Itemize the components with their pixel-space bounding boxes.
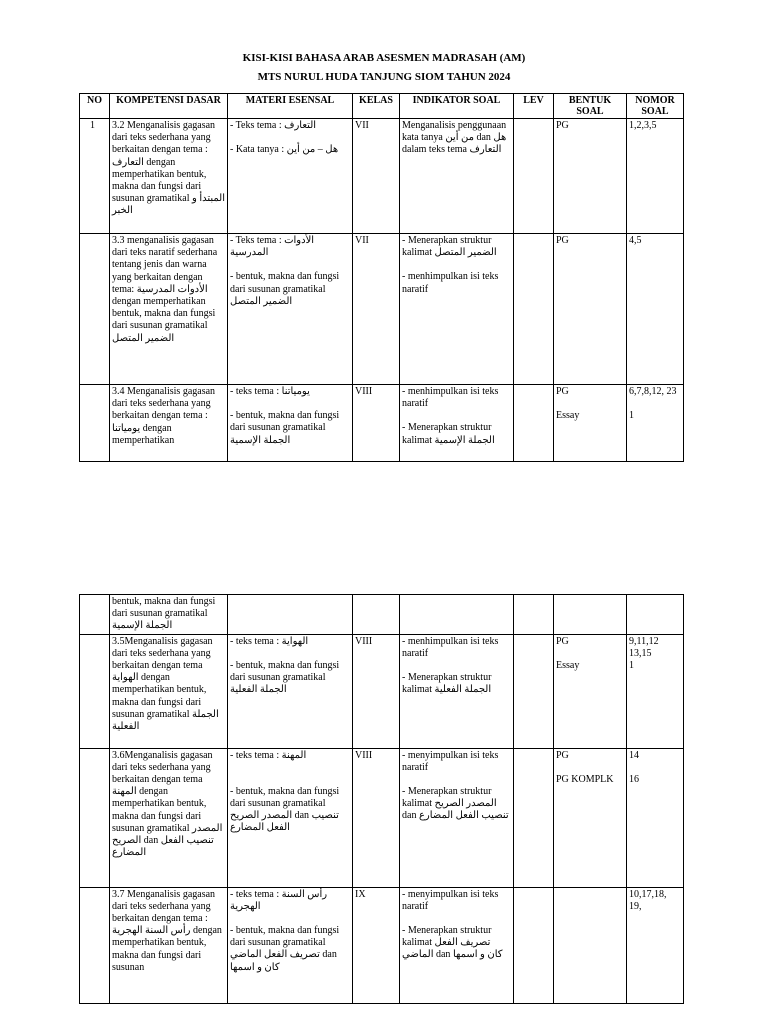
materi-item: - bentuk, makna dan fungsi dari susunan gramatikal المصدر الصريح dan تنصيب الفعل المضارع (230, 785, 340, 834)
nomor-item: 14 (629, 749, 639, 761)
bentuk-item: Essay (556, 659, 580, 671)
bentuk-item: Essay (556, 410, 580, 422)
materi-item: - bentuk, makna dan fungsi dari susunan gramatikal الجملة الفعلية (230, 659, 340, 696)
materi-item: - teks tema : الهواية (230, 635, 309, 647)
row-no (80, 385, 110, 462)
nomor-item: 6,7,8,12, 23 (629, 386, 677, 397)
materi-item: - bentuk, makna dan fungsi dari susunan gramatikal الجملة الإسمية (230, 410, 340, 446)
indikator-item: - menhimpulkan isi teks naratif (402, 271, 499, 295)
header-nomor-soal: NOMOR SOAL (627, 94, 684, 119)
row-no (80, 748, 110, 887)
materi-item: - teks tema : يومياتنا (230, 386, 310, 397)
bentuk-soal-cell (554, 748, 627, 887)
indikator-cell (400, 234, 514, 385)
kompetensi-dasar-cell: 3.7 Menganalisis gagasan dari teks sederhana yang berkaitan dengan tema : رأس السنة الهجرية dengan memperhatikan bentuk, makna dan fungsi dari susunan (110, 887, 228, 1003)
indikator-item: - menyimpulkan isi teks naratif (402, 888, 499, 912)
header-kelas: KELAS (353, 94, 400, 119)
row-no (80, 234, 110, 385)
bentuk-soal-cell (554, 887, 627, 1003)
kelas-cell: VIII (353, 385, 400, 462)
lev-cell (514, 887, 554, 1003)
kelas-cell: VII (353, 119, 400, 234)
materi-cell (228, 887, 353, 1003)
materi-cell (228, 119, 353, 234)
kompetensi-dasar-cell: 3.2 Menganalisis gagasan dari teks sederhana yang berkaitan dengan tema : التعارف dengan memperhatikan bentuk, makna dan fungsi dari susunan gramatikal المبتدأ و الخبر (110, 119, 228, 234)
materi-item: - Kata tanya : هل – من أين (230, 144, 339, 156)
kompetensi-dasar-cell: 3.3 menganalisis gagasan dari teks naratif sederhana tentang jenis dan warna yang berkaitan dengan tema: الأدوات المدرسية dengan memperhatikan bentuk, makna dan fungsi dari susunan gramatikal الضمير المتصل (110, 234, 228, 385)
row-no (80, 595, 110, 635)
kelas-cell: IX (353, 887, 400, 1003)
indikator-cell (400, 748, 514, 887)
bentuk-soal-cell: PG (554, 234, 627, 385)
header-materi-esensal: MATERI ESENSAL (228, 94, 353, 119)
indikator-item: - Menerapkan struktur kalimat الجملة الفعلية (402, 672, 492, 696)
materi-cell (228, 234, 353, 385)
bentuk-soal-cell (554, 634, 627, 748)
nomor-soal-cell: 4,5 (627, 234, 684, 385)
lev-cell (514, 634, 554, 748)
kelas-cell (353, 595, 400, 635)
table-row (80, 887, 684, 1003)
nomor-item: 16 (629, 773, 639, 785)
materi-cell (228, 385, 353, 462)
lev-cell (514, 748, 554, 887)
indikator-item: - Menerapkan struktur kalimat الجملة الإسمية (402, 422, 495, 446)
nomor-item: 1 (629, 410, 634, 422)
kompetensi-dasar-cell: 3.4 Menganalisis gagasan dari teks sederhana yang berkaitan dengan tema : يومياتنا dengan memperhatikan (110, 385, 228, 462)
bentuk-item: PG (556, 749, 569, 761)
materi-item: - teks tema : المهنة (230, 749, 307, 761)
table-row (80, 234, 684, 385)
header-kompetensi-dasar: KOMPETENSI DASAR (110, 94, 228, 119)
table-row (80, 634, 684, 748)
nomor-soal-cell (627, 595, 684, 635)
materi-cell (228, 595, 353, 635)
nomor-soal-cell (627, 748, 684, 887)
lev-cell (514, 385, 554, 462)
indikator-item: - menhimpulkan isi teks naratif (402, 386, 499, 410)
bentuk-soal-cell (554, 385, 627, 462)
kompetensi-dasar-cell: 3.5Menganalisis gagasan dari teks sederhana yang berkaitan dengan tema الهواية dengan memperhatikan bentuk, makna dan fungsi dari susunan gramatikal الجملة الفعلية (110, 634, 228, 748)
materi-item: - bentuk, makna dan fungsi dari susunan gramatikal الضمير المتصل (230, 271, 340, 307)
lev-cell (514, 119, 554, 234)
table-row (80, 748, 684, 887)
table-row (80, 385, 684, 462)
nomor-item: 9,11,12 13,15 (629, 635, 659, 659)
nomor-soal-cell: 10,17,18, 19, (627, 887, 684, 1003)
materi-item: - teks tema : رأس السنة الهجرية (230, 888, 328, 912)
indikator-item: Menganalisis penggunaan kata tanya من أين dan هل dalam teks tema التعارف (402, 120, 507, 156)
kisi-kisi-table-page-2 (79, 594, 684, 1004)
document-subtitle: MTS NURUL HUDA TANJUNG SIOM TAHUN 2024 (257, 71, 511, 83)
nomor-soal-cell: 1,2,3,5 (627, 119, 684, 234)
bentuk-item: PG (556, 386, 569, 397)
indikator-item: - menhimpulkan isi teks naratif (402, 635, 499, 659)
materi-item: - Teks tema : التعارف (230, 120, 317, 131)
lev-cell (514, 234, 554, 385)
header-lev: LEV (514, 94, 554, 119)
table-row (80, 595, 684, 635)
header-no: NO (80, 94, 110, 119)
kelas-cell: VII (353, 234, 400, 385)
document-title: KISI-KISI BAHASA ARAB ASESMEN MADRASAH (AM) (242, 52, 526, 64)
lev-cell (514, 595, 554, 635)
indikator-cell (400, 119, 514, 234)
kelas-cell: VIII (353, 748, 400, 887)
nomor-item: 1 (629, 660, 634, 672)
indikator-item: - Menerapkan struktur kalimat المصدر الصريح dan تنصيب الفعل المضارع (402, 786, 509, 822)
indikator-cell (400, 595, 514, 635)
materi-item: - bentuk, makna dan fungsi dari susunan gramatikal تصريف الفعل الماضي dan كان و اسمها (230, 925, 340, 973)
nomor-soal-cell (627, 634, 684, 748)
kelas-cell: VIII (353, 634, 400, 748)
bentuk-soal-cell: PG (554, 119, 627, 234)
table-header-row (80, 94, 684, 119)
kisi-kisi-table-page-1 (79, 93, 684, 462)
bentuk-item: PG (556, 635, 569, 647)
table-row (80, 119, 684, 234)
header-indikator-soal: INDIKATOR SOAL (400, 94, 514, 119)
nomor-soal-cell (627, 385, 684, 462)
header-bentuk-soal: BENTUK SOAL (554, 94, 627, 119)
indikator-cell (400, 887, 514, 1003)
indikator-item: - Menerapkan struktur kalimat تصريف الفعل الماضي dan كان و اسمها (402, 925, 503, 961)
bentuk-soal-cell (554, 595, 627, 635)
row-no (80, 634, 110, 748)
indikator-cell (400, 634, 514, 748)
row-no: 1 (80, 119, 110, 234)
materi-item: - Teks tema : الأدوات المدرسية (230, 235, 315, 259)
materi-cell (228, 748, 353, 887)
indikator-cell (400, 385, 514, 462)
indikator-item: - Menerapkan struktur kalimat الضمير المتصل (402, 235, 497, 259)
indikator-item: - menyimpulkan isi teks naratif (402, 749, 499, 773)
row-no (80, 887, 110, 1003)
bentuk-item: PG KOMPLK (556, 773, 614, 785)
kompetensi-dasar-cell: 3.6Menganalisis gagasan dari teks sederhana yang berkaitan dengan tema المهنة dengan memperhatikan bentuk, makna dan fungsi dari susunan gramatikal المصدر الصريح dan تنصيب الفعل المضارع (110, 748, 228, 887)
kompetensi-dasar-cell: bentuk, makna dan fungsi dari susunan gramatikal الجملة الإسمية (110, 595, 228, 635)
materi-cell (228, 634, 353, 748)
